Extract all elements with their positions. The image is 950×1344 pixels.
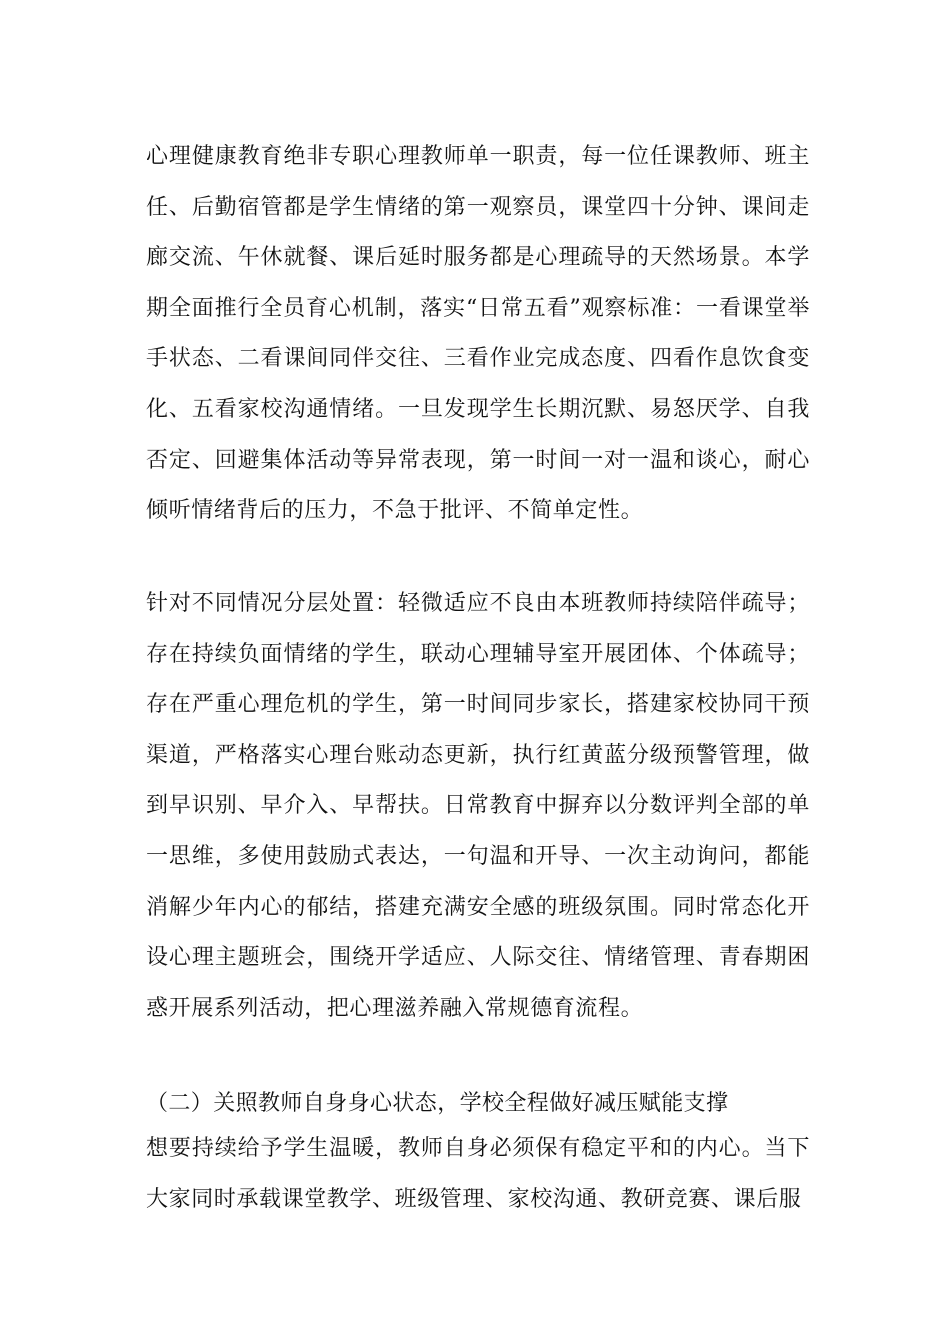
section-heading: （二）关照教师自身身心状态，学校全程做好减压赋能支撑 [146, 1091, 729, 1116]
body-paragraph: 心理健康教育绝非专职心理教师单一职责，每一位任课教师、班主任、后勤宿管都是学生情绪的第一观察员，课堂四十分钟、课间走廊交流、午休就餐、课后延时服务都是心理疏导的天然场景。本学期全面推行全员育心机制，落实“日常五看”观察标准：一看课堂举手状态、二看课间同伴交往、三看作业完成态度、四看作息饮食变化、五看家校沟通情绪。一旦发现学生长期沉默、易怒厌学、自我否定、回避集体活动等异常表现，第一时间一对一温和谈心，耐心倾听情绪背后的压力，不急于批评、不简单定性。 [146, 144, 810, 524]
body-paragraph: 针对不同情况分层处置：轻微适应不良由本班教师持续陪伴疏导；存在持续负面情绪的学生，联动心理辅导室开展团体、个体疏导；存在严重心理危机的学生，第一时间同步家长，搭建家校协同干预渠道，严格落实心理台账动态更新，执行红黄蓝分级预警管理，做到早识别、早介入、早帮扶。日常教育中摒弃以分数评判全部的单一思维，多使用鼓励式表达，一句温和开导、一次主动询问，都能消解少年内心的郁结，搭建充满安全感的班级氛围。同时常态化开设心理主题班会，围绕开学适应、人际交往、情绪管理、青春期困惑开展系列活动，把心理滋养融入常规德育流程。 [146, 591, 810, 1021]
body-paragraph: 想要持续给予学生温暖，教师自身必须保有稳定平和的内心。当下大家同时承载课堂教学、班级管理、家校沟通、教研竞赛、课后服 [146, 1136, 810, 1212]
